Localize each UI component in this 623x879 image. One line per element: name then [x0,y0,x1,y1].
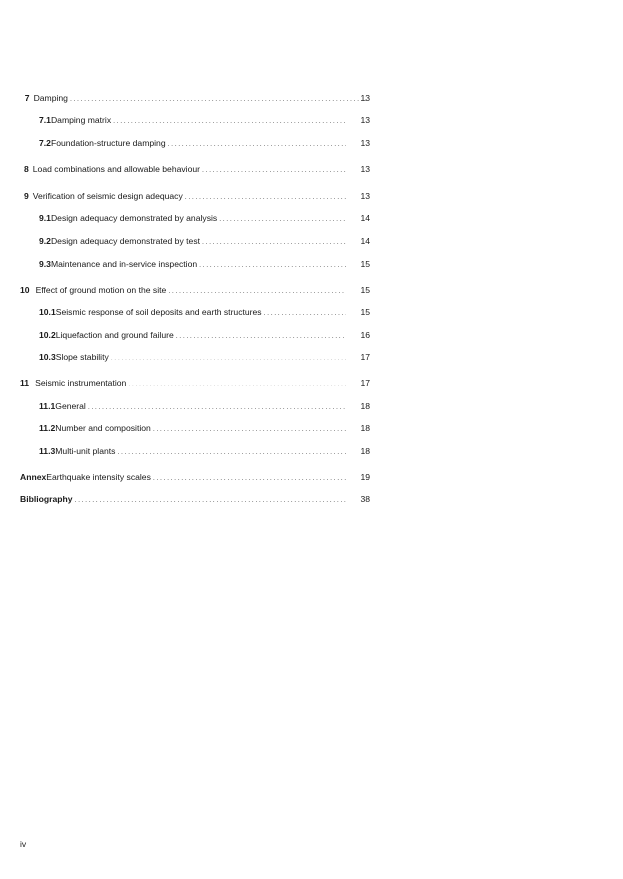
toc-entry-page [350,113,370,127]
toc-entry-9-2[interactable] [39,234,350,248]
toc-entry-label: Load combinations and allowable behaviour [32,164,200,174]
toc-entry-page [350,444,370,458]
toc-entry-label: Slope stability [55,352,109,362]
toc-entry-label: Liquefaction and ground failure [55,330,174,340]
leader-dots [153,423,346,437]
leader-dots [128,378,346,392]
toc-entry-7[interactable] [24,91,370,105]
leader-dots [219,213,346,227]
toc-entry-10-1[interactable] [39,305,350,319]
toc-entry-11-3[interactable] [39,444,350,458]
toc-entry-label: General [55,401,86,411]
page-number: 13 [360,191,370,201]
toc-entry-number: 9.1 [39,213,51,223]
toc-entry-label: Bibliography [20,494,73,504]
toc-entry-number: 10.3 [39,352,56,362]
page-number: 18 [360,423,370,433]
toc-entry-label: Seismic instrumentation [35,378,127,388]
toc-entry-10-2[interactable] [39,328,350,342]
toc-entry-page [350,492,370,506]
toc-entry-9-1[interactable] [39,211,350,225]
toc-entry-label: Design adequacy demonstrated by analysis [50,213,218,223]
page-number: 14 [360,236,370,246]
toc-entry-11-1[interactable] [39,399,350,413]
toc-entry-11[interactable] [20,376,350,390]
leader-dots [264,307,346,321]
toc-entry-8[interactable] [24,162,350,176]
toc-entry-label: Damping [33,93,68,103]
toc-entry-page [350,189,370,203]
toc-entry-number: 10 [20,285,30,295]
leader-dots [185,191,346,205]
toc-entry-number: 11 [20,378,30,388]
page-number: 38 [360,494,370,504]
toc-entry-label: Foundation-structure damping [50,138,166,148]
toc-entry-number: 9.3 [39,259,51,269]
toc-entry-page [350,305,370,319]
page-number: 17 [360,378,370,388]
page-number: 16 [360,330,370,340]
leader-dots [168,138,346,152]
page-number: 15 [360,259,370,269]
toc-entry-number: 11.3 [39,446,56,456]
leader-dots [88,401,346,415]
toc-entry-label: Number and composition [55,423,151,433]
toc-entry-number: 9 [24,191,29,201]
toc-entry-annex[interactable] [20,470,350,484]
page-number: 14 [360,213,370,223]
leader-dots [113,115,346,129]
page-number: 19 [360,472,370,482]
toc-entry-number: 9.2 [39,236,51,246]
leader-dots [117,446,346,460]
toc-entry-page [350,350,370,364]
toc-entry-number: 11.2 [39,423,56,433]
toc-entry-page [350,328,370,342]
toc-entry-9-3[interactable] [39,257,350,271]
toc-entry-page [350,257,370,271]
leader-dots [202,236,346,250]
toc-entry-number: 10.2 [39,330,56,340]
page-number: 15 [360,285,370,295]
toc-entry-bibliography[interactable] [20,492,350,506]
toc-entry-number: 8 [24,164,29,174]
page-number: 13 [360,115,370,125]
toc-entry-page [350,421,370,435]
leader-dots [176,330,346,344]
toc-entry-page [350,283,370,297]
toc-entry-label: Earthquake intensity scales [46,472,151,482]
toc-entry-page [350,162,370,176]
leader-dots [111,352,346,366]
toc-entry-number: 11.1 [39,401,56,411]
toc-entry-number: 7.2 [39,138,51,148]
toc-entry-label: Seismic response of soil deposits and earth structures [55,307,262,317]
leader-dots [199,259,346,273]
leader-dots [202,164,346,178]
toc-entry-7-2[interactable] [39,136,350,150]
toc-entry-number: 7 [24,93,30,103]
page-number: 15 [360,307,370,317]
toc-entry-page [350,234,370,248]
leader-dots [75,494,346,508]
toc-entry-page [350,470,370,484]
toc-entry-page [350,91,370,105]
toc-entry-10-3[interactable] [39,350,350,364]
leader-dots [70,93,366,107]
page-number: 13 [360,164,370,174]
page-number: 13 [360,138,370,148]
page-number: 13 [360,93,370,103]
leader-dots [168,285,346,299]
toc-entry-label: Verification of seismic design adequacy [32,191,183,201]
toc-entry-number: Annex [20,472,47,482]
page-number: 17 [360,352,370,362]
toc-entry-9[interactable] [24,189,350,203]
toc-entry-label: Design adequacy demonstrated by test [50,236,201,246]
toc-entry-label: Damping matrix [50,115,112,125]
toc-entry-number: 10.1 [39,307,56,317]
page-number: 18 [360,446,370,456]
toc-entry-7-1[interactable] [39,113,350,127]
toc-entry-label: Effect of ground motion on the site [35,285,167,295]
toc-entry-page [350,136,370,150]
footer-page-number: iv [20,839,27,849]
toc-entry-page [350,211,370,225]
toc-entry-page [350,376,370,390]
toc-entry-number: 7.1 [39,115,51,125]
page-number: 18 [360,401,370,411]
toc-entry-10[interactable] [20,283,350,297]
toc-entry-label: Multi-unit plants [55,446,116,456]
toc-entry-11-2[interactable] [39,421,350,435]
toc-entry-label: Maintenance and in-service inspection [50,259,198,269]
leader-dots [153,472,346,486]
toc-entry-page [350,399,370,413]
